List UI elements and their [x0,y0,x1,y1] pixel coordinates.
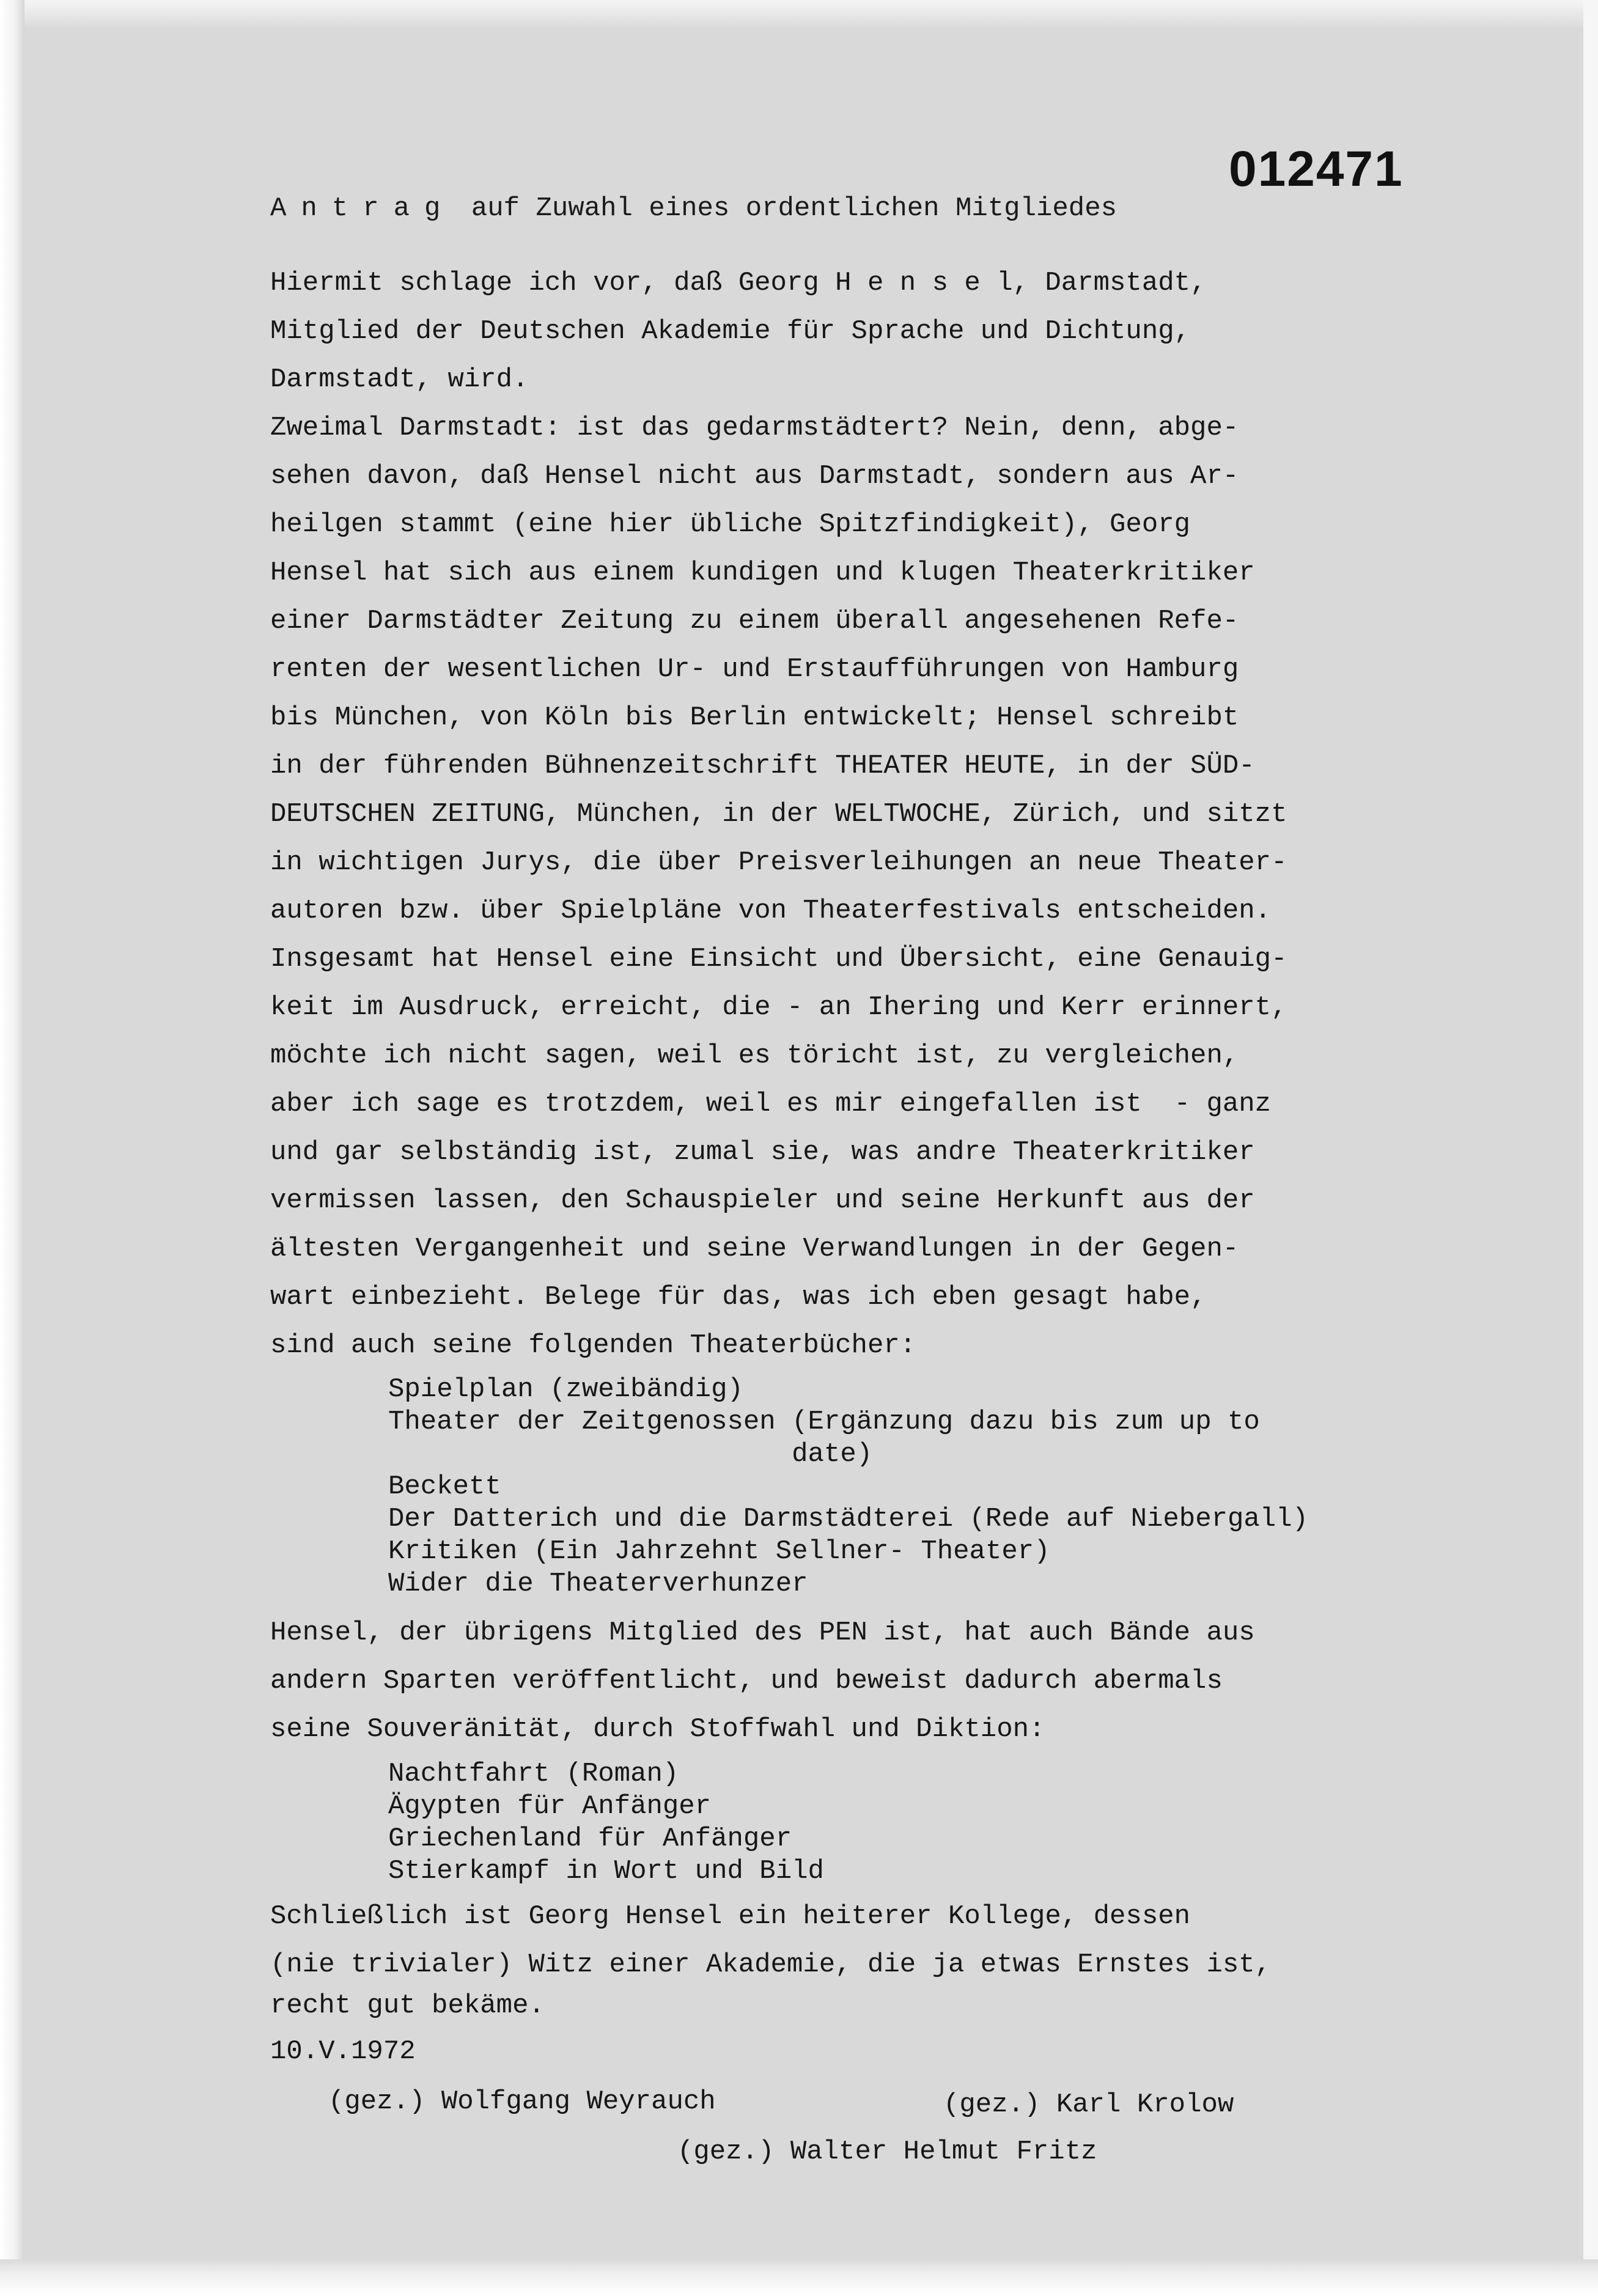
book-list-item: Kritiken (Ein Jahrzehnt Sellner- Theater) [388,1536,1050,1567]
body-line: in der führenden Bühnenzeitschrift THEATER HEUTE, in der SÜD- [270,751,1255,781]
body-line: autoren bzw. über Spielpläne von Theaterfestivals entscheiden. [270,896,1272,926]
body-line: andern Sparten veröffentlicht, und beweist dadurch abermals [270,1666,1223,1696]
body-line: ältesten Vergangenheit und seine Verwandlungen in der Gegen- [270,1234,1239,1264]
book-list-item: date) [388,1439,873,1470]
document-page [24,27,1583,2259]
book-list-item: Beckett [388,1471,501,1502]
body-line: sehen davon, daß Hensel nicht aus Darmstadt, sondern aus Ar- [270,461,1239,491]
signature-weyrauch: (gez.) Wolfgang Weyrauch [328,2086,716,2117]
body-line: renten der wesentlichen Ur- und Erstaufführungen von Hamburg [270,654,1239,685]
body-line: Hensel, der übrigens Mitglied des PEN ist, hat auch Bände aus [270,1617,1255,1648]
body-line: Zweimal Darmstadt: ist das gedarmstädtert? Nein, denn, abge- [270,413,1239,443]
book-list-item: Stierkampf in Wort und Bild [388,1856,824,1886]
document-number: 012471 [1229,141,1404,197]
scan-border-top [0,0,1598,27]
body-line: Insgesamt hat Hensel eine Einsicht und Übersicht, eine Genauig- [270,944,1287,974]
body-line: (nie trivialer) Witz einer Akademie, die ja etwas Ernstes ist, [270,1949,1272,1980]
heading-rest: auf Zuwahl eines ordentlichen Mitgliedes [471,193,1117,224]
document-date: 10.V.1972 [270,2036,416,2067]
book-list-item: Spielplan (zweibändig) [388,1374,743,1405]
body-line: Hensel hat sich aus einem kundigen und klugen Theaterkritiker [270,557,1255,588]
signature-fritz: (gez.) Walter Helmut Fritz [677,2136,1097,2167]
body-line: DEUTSCHEN ZEITUNG, München, in der WELTWOCHE, Zürich, und sitzt [270,799,1287,830]
body-line: keit im Ausdruck, erreicht, die - an Ihering und Kerr erinnert, [270,992,1287,1023]
body-line: Darmstadt, wird. [270,364,529,395]
heading-spaced-word: Antrag [270,193,455,224]
book-list-item: Griechenland für Anfänger [388,1823,792,1854]
body-line: recht gut bekäme. [270,1990,545,2021]
body-line: heilgen stammt (eine hier übliche Spitzfindigkeit), Georg [270,509,1191,540]
body-line: wart einbezieht. Belege für das, was ich eben gesagt habe, [270,1282,1207,1312]
body-line: Hiermit schlage ich vor, daß Georg H e n s e l, Darmstadt, [270,268,1207,298]
book-list-item: Nachtfahrt (Roman) [388,1759,679,1789]
body-line: bis München, von Köln bis Berlin entwickelt; Hensel schreibt [270,702,1239,733]
body-line: seine Souveränität, durch Stoffwahl und Diktion: [270,1714,1045,1745]
book-list-item: Ägypten für Anfänger [388,1791,712,1822]
body-line: Mitglied der Deutschen Akademie für Sprache und Dichtung, [270,316,1191,347]
scan-border-left [0,0,24,2296]
body-line: Schließlich ist Georg Hensel ein heiterer Kollege, dessen [270,1901,1191,1932]
body-line: einer Darmstädter Zeitung zu einem überall angesehenen Refe- [270,606,1239,636]
book-list-item: Der Datterich und die Darmstädterei (Rede auf Niebergall) [388,1504,1309,1534]
signature-krolow: (gez.) Karl Krolow [943,2089,1234,2120]
scan-border-bottom [0,2259,1598,2296]
scan-border-right [1583,0,1598,2296]
body-line: möchte ich nicht sagen, weil es töricht ist, zu vergleichen, [270,1040,1239,1071]
body-line: vermissen lassen, den Schauspieler und seine Herkunft aus der [270,1185,1255,1216]
body-line: aber ich sage es trotzdem, weil es mir eingefallen ist - ganz [270,1089,1272,1119]
body-line: in wichtigen Jurys, die über Preisverleihungen an neue Theater- [270,847,1287,878]
document-heading [270,193,1117,224]
book-list-item: Theater der Zeitgenossen (Ergänzung dazu bis zum up to [388,1407,1260,1437]
body-line: sind auch seine folgenden Theaterbücher: [270,1330,916,1361]
body-line: und gar selbständig ist, zumal sie, was andre Theaterkritiker [270,1137,1255,1168]
book-list-item: Wider die Theaterverhunzer [388,1569,808,1599]
